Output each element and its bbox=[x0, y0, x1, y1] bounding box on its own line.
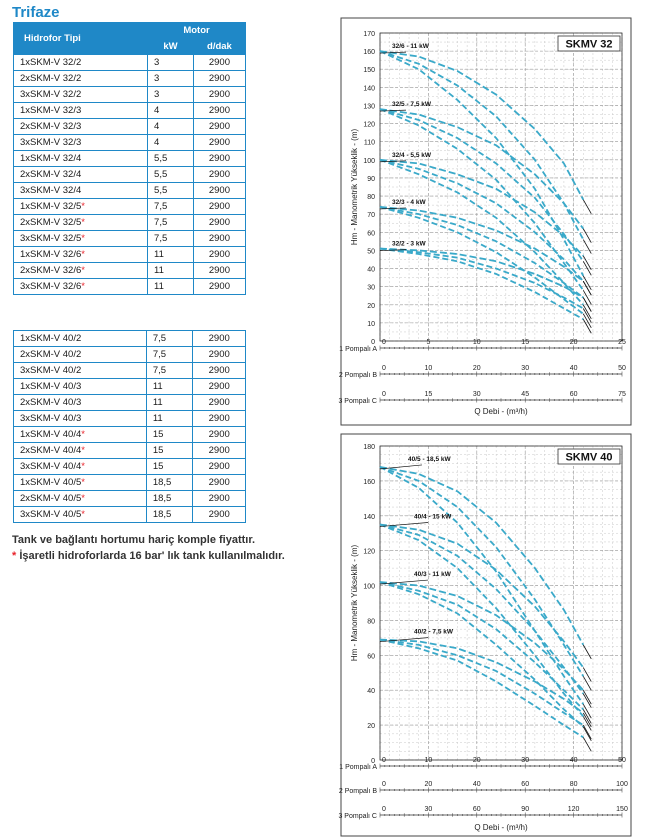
y-tick-label: 50 bbox=[367, 248, 375, 256]
star-mark: * bbox=[81, 233, 85, 244]
model-name: 3xSKM-V 32/2 bbox=[20, 89, 82, 100]
rpm-cell: 2900 bbox=[193, 379, 246, 395]
kw-cell: 15 bbox=[146, 443, 193, 459]
x-tick-label: 90 bbox=[521, 806, 530, 813]
y-axis-label: Hm - Manometrik Yükseklik - (m) bbox=[350, 544, 359, 662]
rpm-cell: 2900 bbox=[193, 331, 246, 347]
kw-cell: 5,5 bbox=[148, 183, 194, 199]
section-title: Trifaze bbox=[12, 4, 60, 21]
model-name: 2xSKM-V 32/2 bbox=[20, 73, 82, 84]
x-tick-label: 20 bbox=[424, 781, 433, 788]
kw-cell: 18,5 bbox=[146, 475, 193, 491]
star-mark: * bbox=[81, 429, 85, 440]
y-tick-label: 160 bbox=[363, 478, 375, 486]
y-tick-label: 120 bbox=[363, 121, 375, 129]
y-tick-label: 20 bbox=[367, 302, 375, 310]
x-tick-label: 20 bbox=[569, 339, 578, 346]
y-tick-label: 20 bbox=[367, 723, 375, 731]
rpm-cell: 2900 bbox=[193, 231, 245, 247]
x-tick-label: 10 bbox=[424, 365, 433, 372]
x-tick-label: 45 bbox=[521, 391, 530, 398]
x-tick-label: 0 bbox=[382, 757, 386, 764]
y-tick-label: 70 bbox=[367, 212, 375, 220]
y-tick-label: 100 bbox=[363, 157, 375, 165]
star-mark: * bbox=[81, 249, 85, 260]
kw-cell: 18,5 bbox=[146, 491, 193, 507]
x-tick-label: 150 bbox=[616, 806, 628, 813]
note-line-1: Tank ve bağlantı hortumu hariç komple fiyattır. bbox=[12, 534, 256, 546]
chart-1 bbox=[338, 18, 631, 425]
x-tick-label: 0 bbox=[382, 365, 386, 372]
rpm-cell: 2900 bbox=[193, 151, 245, 167]
rpm-cell: 2900 bbox=[193, 199, 245, 215]
x-tick-label: 10 bbox=[424, 757, 433, 764]
star-mark: * bbox=[81, 477, 85, 488]
y-tick-label: 140 bbox=[363, 85, 375, 93]
kw-cell: 7,5 bbox=[148, 231, 194, 247]
kw-cell: 7,5 bbox=[146, 363, 193, 379]
model-name: 3xSKM-V 32/4 bbox=[20, 185, 82, 196]
x-axis-label: Q Debi - (m³/h) bbox=[474, 407, 528, 416]
x-tick-label: 30 bbox=[472, 391, 481, 398]
y-tick-label: 0 bbox=[371, 758, 375, 765]
chart-2 bbox=[338, 434, 631, 836]
rpm-cell: 2900 bbox=[193, 347, 246, 363]
x-tick-label: 75 bbox=[618, 391, 626, 398]
x-tick-label: 60 bbox=[472, 806, 481, 813]
rpm-cell: 2900 bbox=[193, 411, 246, 427]
model-name: 3xSKM-V 32/6 bbox=[20, 281, 82, 292]
kw-cell: 7,5 bbox=[146, 347, 193, 363]
y-tick-label: 60 bbox=[367, 653, 375, 661]
x-tick-label: 60 bbox=[569, 391, 578, 398]
header-motor: Motor bbox=[148, 23, 246, 39]
star-mark: * bbox=[81, 281, 85, 292]
note-line-2-text: İşaretli hidroforlarda 16 bar' lık tank kullanılmalıdır. bbox=[16, 550, 285, 562]
y-tick-label: 10 bbox=[367, 320, 375, 328]
rpm-cell: 2900 bbox=[193, 507, 246, 523]
y-tick-label: 170 bbox=[363, 31, 375, 38]
star-mark: * bbox=[81, 217, 85, 228]
rpm-cell: 2900 bbox=[193, 55, 245, 71]
x-tick-label: 60 bbox=[521, 781, 530, 788]
model-name: 1xSKM-V 40/5 bbox=[20, 477, 82, 488]
series-label: 32/5 - 7,5 kW bbox=[392, 101, 432, 109]
x-tick-label: 40 bbox=[569, 757, 578, 764]
x-tick-label: 120 bbox=[567, 806, 580, 813]
y-tick-label: 60 bbox=[367, 230, 375, 238]
x-axis-label: Q Debi - (m³/h) bbox=[474, 823, 528, 832]
y-tick-label: 90 bbox=[367, 175, 375, 183]
y-tick-label: 150 bbox=[363, 67, 375, 75]
header-type: Hidrofor Tipi bbox=[14, 23, 148, 55]
rpm-cell: 2900 bbox=[193, 263, 245, 279]
y-tick-label: 80 bbox=[367, 194, 375, 202]
y-tick-label: 40 bbox=[367, 688, 375, 696]
x-tick-label: 15 bbox=[521, 339, 530, 346]
y-tick-label: 130 bbox=[363, 103, 375, 111]
model-name: 2xSKM-V 40/4 bbox=[20, 445, 82, 456]
rpm-cell: 2900 bbox=[193, 279, 245, 295]
kw-cell: 5,5 bbox=[148, 151, 194, 167]
kw-cell: 4 bbox=[148, 135, 194, 151]
x-tick-label: 30 bbox=[424, 806, 433, 813]
x-tick-label: 40 bbox=[472, 781, 481, 788]
model-name: 3xSKM-V 40/5 bbox=[20, 509, 82, 520]
model-name: 2xSKM-V 32/6 bbox=[20, 265, 82, 276]
header-rpm: d/dak bbox=[193, 39, 245, 55]
kw-cell: 11 bbox=[148, 279, 194, 295]
rpm-cell: 2900 bbox=[193, 87, 245, 103]
model-name: 1xSKM-V 40/2 bbox=[20, 333, 82, 344]
x-axis-name: 1 Pompalı A bbox=[339, 346, 377, 353]
rpm-cell: 2900 bbox=[193, 443, 246, 459]
rpm-cell: 2900 bbox=[193, 475, 246, 491]
series-label: 40/4 - 15 kW bbox=[414, 513, 452, 521]
rpm-cell: 2900 bbox=[193, 363, 246, 379]
rpm-cell: 2900 bbox=[193, 135, 245, 151]
kw-cell: 7,5 bbox=[146, 331, 193, 347]
kw-cell: 7,5 bbox=[148, 215, 194, 231]
model-name: 2xSKM-V 32/3 bbox=[20, 121, 82, 132]
rpm-cell: 2900 bbox=[193, 247, 245, 263]
model-name: 1xSKM-V 32/2 bbox=[20, 57, 82, 68]
star-mark: * bbox=[81, 445, 85, 456]
kw-cell: 11 bbox=[148, 263, 194, 279]
series-label: 40/3 - 11 kW bbox=[414, 571, 451, 579]
series-label: 32/3 - 4 kW bbox=[392, 198, 426, 206]
x-axis-name: 2 Pompalı B bbox=[338, 372, 377, 379]
rpm-cell: 2900 bbox=[193, 427, 246, 443]
rpm-cell: 2900 bbox=[193, 103, 245, 119]
x-tick-label: 30 bbox=[521, 757, 530, 764]
y-tick-label: 120 bbox=[363, 548, 375, 556]
series-label: 40/2 - 7,5 kW bbox=[414, 628, 454, 636]
kw-cell: 5,5 bbox=[148, 167, 194, 183]
x-tick-label: 40 bbox=[569, 365, 578, 372]
kw-cell: 11 bbox=[146, 395, 193, 411]
header-kw: kW bbox=[148, 39, 194, 55]
x-tick-label: 50 bbox=[618, 757, 626, 764]
series-label: 40/5 - 18,5 kW bbox=[408, 455, 451, 463]
y-tick-label: 40 bbox=[367, 266, 375, 274]
kw-cell: 4 bbox=[148, 103, 194, 119]
x-axis-name: 3 Pompalı C bbox=[338, 813, 377, 820]
y-tick-label: 100 bbox=[363, 583, 375, 591]
star-mark: * bbox=[81, 509, 85, 520]
y-axis-label: Hm - Manometrik Yükseklik - (m) bbox=[350, 128, 359, 246]
rpm-cell: 2900 bbox=[193, 119, 245, 135]
model-name: 3xSKM-V 40/2 bbox=[20, 365, 82, 376]
y-tick-label: 160 bbox=[363, 49, 375, 57]
model-name: 3xSKM-V 40/3 bbox=[20, 413, 82, 424]
x-tick-label: 0 bbox=[382, 781, 386, 788]
x-tick-label: 0 bbox=[382, 339, 386, 346]
rpm-cell: 2900 bbox=[193, 183, 245, 199]
star-mark: * bbox=[81, 461, 85, 472]
x-axis-name: 3 Pompalı C bbox=[338, 398, 377, 405]
x-tick-label: 80 bbox=[569, 781, 578, 788]
series-label: 32/4 - 5,5 kW bbox=[392, 151, 432, 159]
model-name: 3xSKM-V 32/5 bbox=[20, 233, 82, 244]
x-tick-label: 20 bbox=[472, 757, 481, 764]
rpm-cell: 2900 bbox=[193, 167, 245, 183]
model-name: 1xSKM-V 32/4 bbox=[20, 153, 82, 164]
model-name: 2xSKM-V 32/5 bbox=[20, 217, 82, 228]
model-name: 2xSKM-V 40/3 bbox=[20, 397, 82, 408]
x-axis-name: 1 Pompalı A bbox=[339, 764, 377, 771]
series-label: 32/2 - 3 kW bbox=[392, 240, 426, 248]
model-name: 1xSKM-V 32/6 bbox=[20, 249, 82, 260]
x-axis-name: 2 Pompalı B bbox=[338, 788, 377, 795]
rpm-cell: 2900 bbox=[193, 71, 245, 87]
x-tick-label: 20 bbox=[472, 365, 481, 372]
kw-cell: 15 bbox=[146, 459, 193, 475]
kw-cell: 7,5 bbox=[148, 199, 194, 215]
model-name: 1xSKM-V 32/5 bbox=[20, 201, 82, 212]
star-mark: * bbox=[81, 265, 85, 276]
x-tick-label: 5 bbox=[426, 339, 431, 346]
model-name: 1xSKM-V 40/3 bbox=[20, 381, 82, 392]
kw-cell: 3 bbox=[148, 55, 194, 71]
kw-cell: 18,5 bbox=[146, 507, 193, 523]
x-tick-label: 15 bbox=[424, 391, 433, 398]
x-tick-label: 0 bbox=[382, 391, 386, 398]
chart-title: SKMV 32 bbox=[565, 38, 613, 51]
y-tick-label: 80 bbox=[367, 618, 375, 626]
y-tick-label: 30 bbox=[367, 284, 375, 292]
model-name: 2xSKM-V 40/2 bbox=[20, 349, 82, 360]
star-mark: * bbox=[81, 201, 85, 212]
chart-frame bbox=[338, 434, 631, 836]
rpm-cell: 2900 bbox=[193, 395, 246, 411]
rpm-cell: 2900 bbox=[193, 459, 246, 475]
y-tick-label: 140 bbox=[363, 513, 375, 521]
y-tick-label: 110 bbox=[363, 139, 375, 147]
model-name: 3xSKM-V 40/4 bbox=[20, 461, 82, 472]
x-tick-label: 30 bbox=[521, 365, 530, 372]
note-star: * bbox=[12, 550, 17, 562]
chart-frame bbox=[338, 18, 631, 425]
kw-cell: 11 bbox=[148, 247, 194, 263]
kw-cell: 15 bbox=[146, 427, 193, 443]
kw-cell: 11 bbox=[146, 379, 193, 395]
y-tick-label: 180 bbox=[363, 444, 375, 451]
model-name: 1xSKM-V 32/3 bbox=[20, 105, 82, 116]
x-tick-label: 100 bbox=[616, 781, 628, 788]
star-mark: * bbox=[81, 493, 85, 504]
y-tick-label: 0 bbox=[371, 339, 375, 346]
model-name: 1xSKM-V 40/4 bbox=[20, 429, 82, 440]
kw-cell: 3 bbox=[148, 71, 194, 87]
chart-title: SKMV 40 bbox=[565, 451, 613, 464]
model-name: 2xSKM-V 40/5 bbox=[20, 493, 82, 504]
x-tick-label: 50 bbox=[618, 365, 626, 372]
x-tick-label: 0 bbox=[382, 806, 386, 813]
rpm-cell: 2900 bbox=[193, 491, 246, 507]
model-name: 3xSKM-V 32/3 bbox=[20, 137, 82, 148]
model-name: 2xSKM-V 32/4 bbox=[20, 169, 82, 180]
x-tick-label: 10 bbox=[472, 339, 481, 346]
kw-cell: 4 bbox=[148, 119, 194, 135]
kw-cell: 3 bbox=[148, 87, 194, 103]
rpm-cell: 2900 bbox=[193, 215, 245, 231]
series-label: 32/6 - 11 kW bbox=[392, 43, 429, 51]
x-tick-label: 25 bbox=[618, 339, 626, 346]
kw-cell: 11 bbox=[146, 411, 193, 427]
